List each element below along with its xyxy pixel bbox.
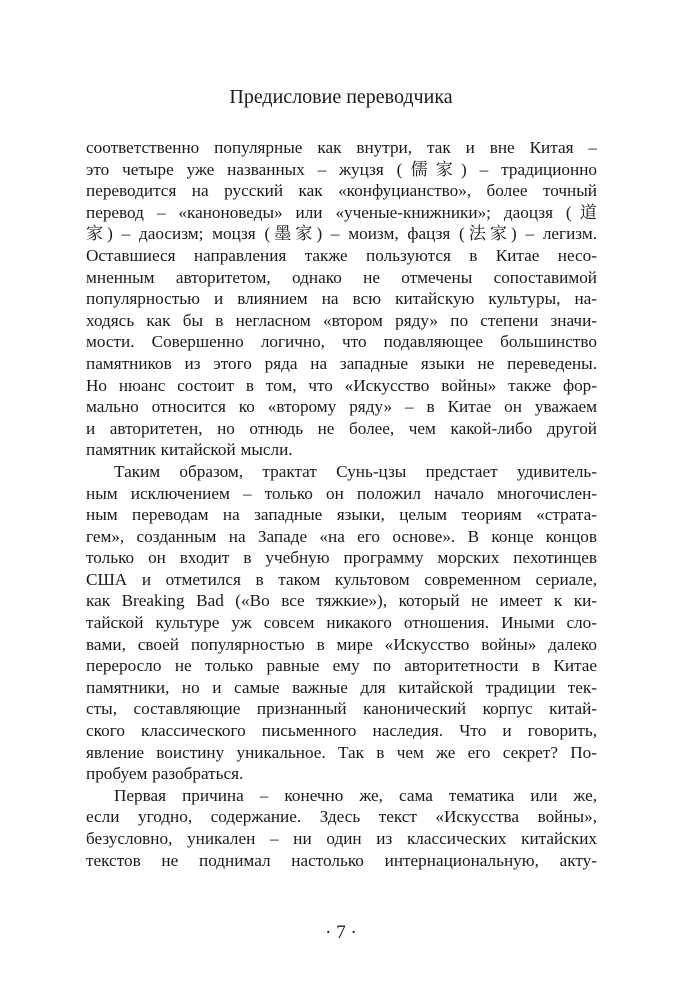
text-line: США и отметился в таком культовом современном сериале,	[86, 569, 597, 589]
text-line: переросло не только равные ему по авторитетности в Китае	[86, 656, 597, 676]
text-line: тайской культуре уж совсем никакого отношения. Иными сло-	[86, 613, 597, 633]
text-line: пробуем разобраться.	[86, 764, 244, 784]
text-line: мости. Совершенно логично, что подавляющее большинство	[86, 332, 597, 352]
body-text	[86, 137, 597, 871]
text-line: Таким образом, трактат Сунь-цзы предстает удивитель-	[114, 461, 597, 481]
text-line: сты, составляющие признанный канонический корпус китай-	[86, 699, 597, 719]
text-line: переводится на русский как «конфуцианство», более точный	[86, 181, 597, 201]
text-line: только он входит в учебную программу морских пехотинцев	[86, 548, 597, 568]
text-line: мненным авторитетом, однако не отмечены сопоставимой	[86, 267, 597, 287]
text-line: перевод – «каноноведы» или «ученые-книжники»; даоцзя (道	[86, 202, 597, 222]
text-line: как Breaking Bad («Во все тяжкие»), который не имеет к ки-	[86, 591, 597, 611]
text-line: Но нюанс состоит в том, что «Искусство войны» также фор-	[86, 375, 597, 395]
text-line: памятников из этого ряда на западные языки не переведены.	[86, 353, 597, 373]
text-line: 家) – даосизм; моцзя (墨家) – моизм, фацзя (法家) – легизм.	[86, 224, 597, 244]
paragraph	[86, 461, 597, 785]
text-line: ным исключением – только он положил начало многочислен-	[86, 483, 597, 503]
page-title: Предисловие переводчика	[229, 86, 453, 108]
text-line: гем», созданным на Западе «на его основе». В конце концов	[86, 526, 597, 546]
text-line: ным переводам на западные языки, целым теориям «страта-	[86, 505, 597, 525]
text-line: это четыре уже названных – жуцзя (儒家) – традиционно	[86, 159, 597, 179]
text-line: безусловно, уникален – ни один из классических китайских	[86, 829, 597, 848]
text-line: популярностью и влиянием на всю китайскую культуры, на-	[86, 289, 597, 309]
text-line: Первая причина – конечно же, сама тематика или же,	[114, 785, 597, 805]
text-line: ского классического письменного наследия. Что и говорить,	[86, 721, 597, 741]
text-line: текстов не поднимал настолько интернациональную, акту-	[86, 850, 597, 870]
text-line: явление воистину уникальное. Так в чем же его секрет? По-	[86, 742, 597, 762]
text-line: Оставшиеся направления также пользуются в Китае несо-	[86, 245, 597, 265]
text-line: соответственно популярные как внутри, так и вне Китая –	[86, 138, 597, 157]
paragraph	[86, 785, 597, 871]
page-number: · 7 ·	[325, 922, 357, 943]
text-line: мально относится ко «второму ряду» – в Китае он уважаем	[86, 397, 597, 417]
text-line: и авторитетен, но отнюдь не более, чем какой-либо другой	[86, 418, 597, 438]
text-line: ходясь как бы в негласном «втором ряду» по степени значи-	[86, 310, 597, 330]
text-line: памятник китайской мысли.	[86, 440, 293, 460]
paragraph	[86, 137, 597, 461]
text-line: если угодно, содержание. Здесь текст «Искусства войны»,	[86, 807, 597, 827]
text-line: вами, своей популярностью в мире «Искусство войны» далеко	[86, 634, 597, 654]
text-line: памятники, но и самые важные для китайской традиции тек-	[86, 677, 597, 697]
